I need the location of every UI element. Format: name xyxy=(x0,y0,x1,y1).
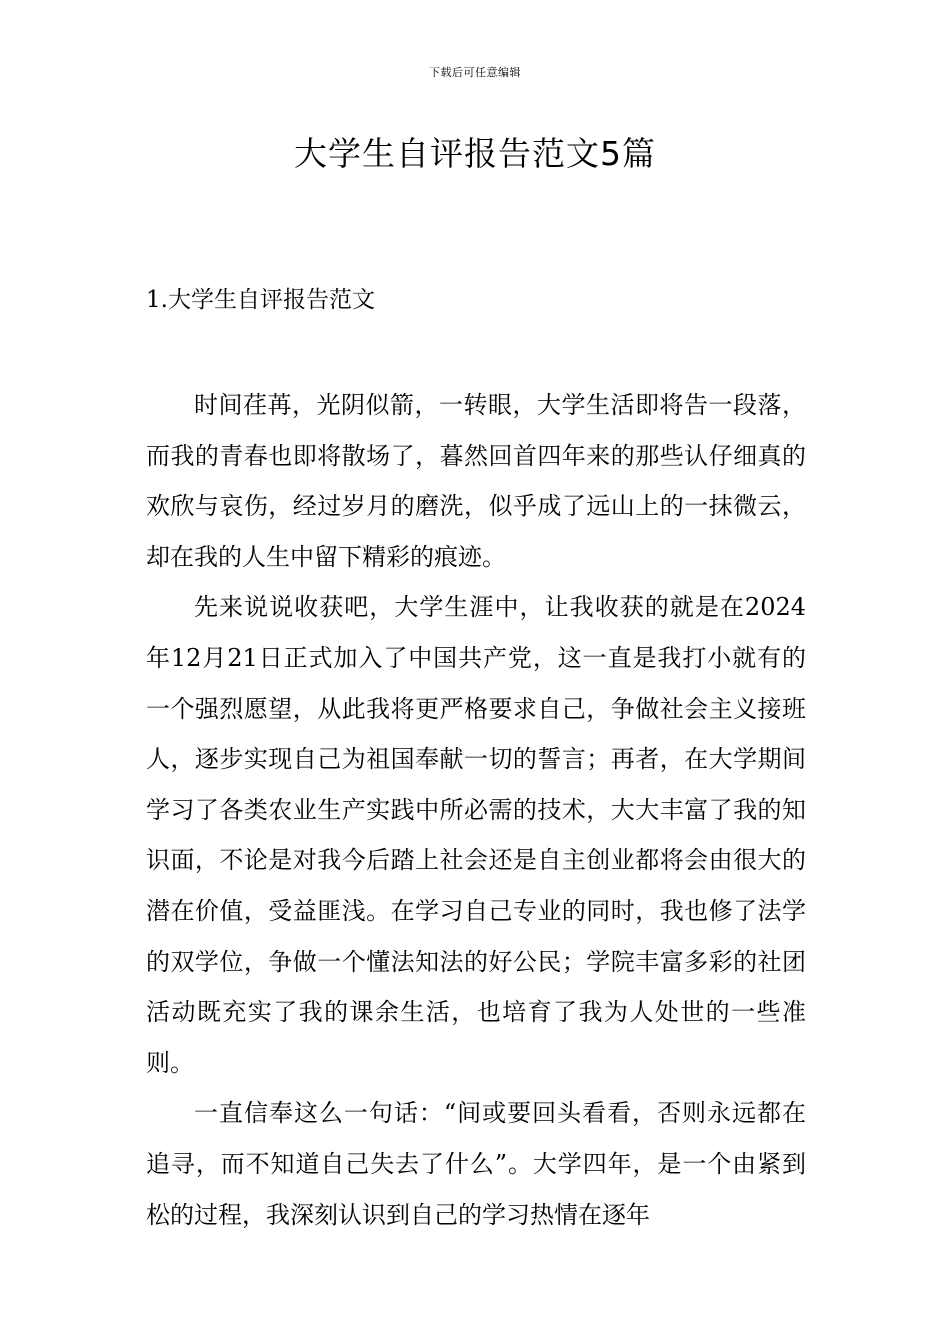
paragraph: 时间荏苒，光阴似箭，一转眼，大学生活即将告一段落，而我的青春也即将散场了，暮然回首四年来的那些认仔细真的欢欣与哀伤，经过岁月的磨洗，似乎成了远山上的一抹微云，却在我的人生中留下精彩的痕迹。 xyxy=(146,391,806,571)
paragraph: 先来说说收获吧，大学生涯中，让我收获的就是在2024年12月21日正式加入了中国共产党，这一直是我打小就有的一个强烈愿望，从此我将更严格要求自己，争做社会主义接班人，逐步实现自己为祖国奉献一切的誓言；再者，在大学期间学习了各类农业生产实践中所必需的技术，大大丰富了我的知识面，不论是对我今后踏上社会还是自主创业都将会由很大的潜在价值，受益匪浅。在学习自己专业的同时，我也修了法学的双学位，争做一个懂法知法的好公民；学院丰富多彩的社团活动既充实了我的课余生活，也培育了我为人处世的一些准则。 xyxy=(146,593,806,1077)
body-text xyxy=(146,380,806,1240)
section-heading: 1.大学生自评报告范文 xyxy=(146,287,375,313)
document-title: 大学生自评报告范文5篇 xyxy=(294,134,656,173)
paragraph: 一直信奉这么一句话：“间或要回头看看，否则永远都在追寻，而不知道自己失去了什么”。大学四年，是一个由紧到松的过程，我深刻认识到自己的学习热情在逐年 xyxy=(146,1099,806,1229)
header-note: 下载后可任意编辑 xyxy=(429,66,521,79)
